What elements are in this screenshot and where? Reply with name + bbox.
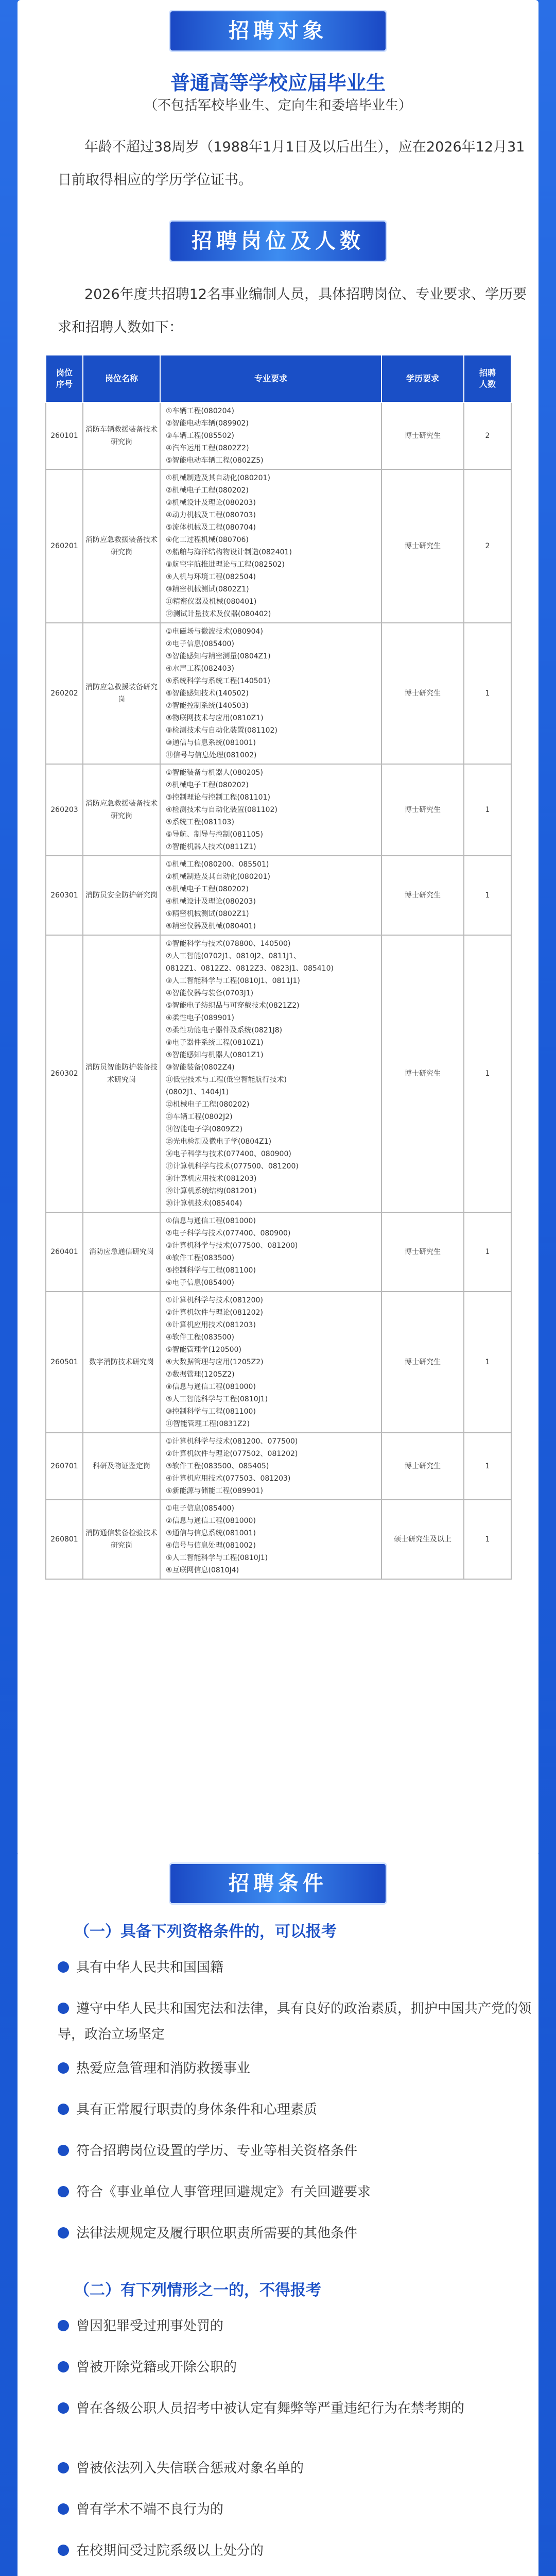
spec-item: ②电子信息(085400) bbox=[166, 640, 234, 648]
spec-cell bbox=[160, 402, 381, 469]
bullet-dot-icon bbox=[58, 2062, 69, 2074]
spec-item: ⑦数据管理(1205Z2) bbox=[166, 1370, 235, 1379]
spec-item: ⑥精密仪器及机械(080401) bbox=[166, 922, 256, 930]
spec-item: ⑤精密机械测试(0802Z1) bbox=[166, 910, 249, 918]
bullet-dot-icon bbox=[58, 2104, 69, 2115]
bullet-dot-icon bbox=[58, 1961, 69, 1973]
spec-item: ⑤智能管理学(120500) bbox=[166, 1346, 241, 1354]
position-id-cell: 260302 bbox=[46, 935, 83, 1212]
headcount-cell: 1 bbox=[464, 935, 511, 1212]
spec-item: ⑨检测技术与自动化装置(081102) bbox=[166, 726, 277, 735]
spec-item: ④软件工程(083500) bbox=[166, 1254, 234, 1262]
spec-item: ③软件工程(083500、085405) bbox=[166, 1462, 269, 1470]
position-name-cell: 消防应急救援装备技术研究岗 bbox=[83, 764, 160, 856]
spec-item: ⑦柔性功能电子器件及系统(0821J8) bbox=[166, 1026, 283, 1035]
condition-text: 曾被依法列入失信联合惩戒对象名单的 bbox=[76, 2461, 304, 2476]
spec-cell bbox=[160, 764, 381, 856]
condition-item bbox=[58, 2354, 533, 2380]
headcount-cell: 1 bbox=[464, 1212, 511, 1292]
spec-item: ①机械工程(080200、085501) bbox=[166, 860, 269, 869]
content-card-conditions bbox=[18, 1852, 538, 2576]
spec-item: ⑥导航、制导与控制(081105) bbox=[166, 831, 263, 839]
spec-item: ⑬车辆工程(0802J2) bbox=[166, 1113, 233, 1121]
condition-text: 符合招聘岗位设置的学历、专业等相关资格条件 bbox=[76, 2143, 358, 2159]
headcount-cell: 1 bbox=[464, 764, 511, 856]
spec-item: ⑧航空宇航推进理论与工程(082502) bbox=[166, 561, 285, 569]
table-row bbox=[46, 1433, 511, 1500]
spec-item: ⑩智能装备(0802Z4) bbox=[166, 1063, 235, 1072]
table-row bbox=[46, 1500, 511, 1579]
spec-item: ⑦船舶与海洋结构物设计制造(082401) bbox=[166, 548, 292, 556]
position-name-cell: 消防应急救援装备研究岗 bbox=[83, 623, 160, 764]
condition-text: 曾因犯罪受过刑事处罚的 bbox=[76, 2318, 224, 2334]
spec-item: ⑥互联网信息(0810J4) bbox=[166, 1566, 239, 1574]
header-count: 招聘 人数 bbox=[464, 355, 511, 402]
target-paragraph: 年龄不超过38周岁（1988年1月1日及以后出生），应在2026年12月31日前取得相应的学历学位证书。 bbox=[58, 139, 525, 188]
spec-item: ⑫测试计量技术及仪器(080402) bbox=[166, 610, 271, 618]
bullet-dot-icon bbox=[58, 2227, 69, 2239]
spec-item: ⑥柔性电子(089901) bbox=[166, 1014, 234, 1022]
condition-text: 法律法规规定及履行职位职责所需要的其他条件 bbox=[76, 2226, 358, 2241]
spec-item: ④机械设计及理论(080203) bbox=[166, 897, 256, 906]
bullet-dot-icon bbox=[58, 2186, 69, 2197]
target-heading: 普通高等学校应届毕业生 bbox=[170, 72, 386, 94]
bullet-dot-icon bbox=[58, 2545, 69, 2556]
condition-item bbox=[58, 2221, 533, 2246]
spec-item: ⑤新能源与储能工程(089901) bbox=[166, 1487, 263, 1495]
spec-item: ⑥化工过程机械(080706) bbox=[166, 536, 249, 544]
position-name-cell: 数字消防技术研究岗 bbox=[83, 1292, 160, 1433]
spec-item: ②信息与通信工程(081000) bbox=[166, 1517, 256, 1525]
education-cell: 博士研究生 bbox=[381, 402, 464, 469]
condition-item bbox=[58, 2179, 533, 2205]
spec-item: (0802J1、1404J1) bbox=[166, 1088, 229, 1096]
headcount-cell: 1 bbox=[464, 1292, 511, 1433]
table-row bbox=[46, 623, 511, 764]
spec-item: ⑧信息与通信工程(081000) bbox=[166, 1383, 256, 1391]
spec-item: ⑲计算机系统结构(081201) bbox=[166, 1187, 257, 1195]
spec-cell bbox=[160, 1500, 381, 1579]
condition-item bbox=[58, 2097, 533, 2123]
spec-item: ⑤智能电子纺织品与可穿戴技术(0821Z2) bbox=[166, 1002, 300, 1010]
spec-item: ⑫机械电子工程(080202) bbox=[166, 1100, 250, 1109]
headcount-cell: 1 bbox=[464, 856, 511, 935]
header-id: 岗位 序号 bbox=[46, 355, 83, 402]
spec-cell bbox=[160, 856, 381, 935]
position-id-cell: 260501 bbox=[46, 1292, 83, 1433]
spec-item: ①机械制造及其自动化(080201) bbox=[166, 474, 270, 482]
condition-item bbox=[58, 2455, 533, 2481]
headcount-cell: 1 bbox=[464, 623, 511, 764]
condition-text: 符合《事业单位人事管理回避规定》有关回避要求 bbox=[76, 2184, 371, 2200]
spec-item: ③车辆工程(085502) bbox=[166, 432, 234, 440]
bullet-dot-icon bbox=[58, 2145, 69, 2156]
spec-item: ④软件工程(083500) bbox=[166, 1333, 234, 1342]
table-row bbox=[46, 935, 511, 1212]
position-name-cell: 消防员安全防护研究岗 bbox=[83, 856, 160, 935]
table-header-row bbox=[46, 355, 511, 402]
position-name-cell: 消防员智能防护装备技术研究岗 bbox=[83, 935, 160, 1212]
spec-item: 0812Z1、0812Z2、0812Z3、0823J1、085410) bbox=[166, 964, 334, 973]
target-subheading: （不包括军校毕业生、定向生和委培毕业生） bbox=[144, 98, 412, 113]
spec-item: ③人工智能科学与工程(0810J1、0811J1) bbox=[166, 977, 300, 985]
spec-item: ⑩精密机械测试(0802Z1) bbox=[166, 585, 249, 594]
spec-item: ⑭智能电子学(0809Z2) bbox=[166, 1125, 243, 1133]
education-cell: 博士研究生 bbox=[381, 856, 464, 935]
spec-item: ③通信与信息系统(081001) bbox=[166, 1529, 256, 1537]
spec-item: ⑤流体机械及工程(080704) bbox=[166, 523, 256, 532]
spec-item: ⑩控制科学与工程(081100) bbox=[166, 1408, 256, 1416]
headcount-cell: 2 bbox=[464, 469, 511, 623]
spec-item: ④水声工程(082403) bbox=[166, 665, 234, 673]
spec-item: ④汽车运用工程(0802Z2) bbox=[166, 444, 249, 452]
conditions-sub-ineligible: （二）有下列情形之一的，不得报考 bbox=[74, 2281, 321, 2299]
conditions-sub-eligible: （一）具备下列资格条件的，可以报考 bbox=[74, 1923, 337, 1941]
headcount-cell: 1 bbox=[464, 1500, 511, 1579]
condition-text: 曾被开除党籍或开除公职的 bbox=[76, 2360, 237, 2375]
condition-item bbox=[58, 2138, 533, 2164]
spec-item: ⑤智能电动车辆工程(0802Z5) bbox=[166, 456, 264, 465]
spec-item: ③计算机科学与技术(077500、081200) bbox=[166, 1242, 298, 1250]
spec-item: ⑤系统科学与系统工程(140501) bbox=[166, 677, 270, 685]
spec-item: ⑤人工智能科学与工程(0810J1) bbox=[166, 1554, 268, 1562]
spec-item: ③智能感知与精密测量(0804Z1) bbox=[166, 652, 271, 660]
condition-text: 曾在各级公职人员招考中被认定有舞弊等严重违纪行为在禁考期的 bbox=[76, 2401, 465, 2416]
education-cell: 博士研究生 bbox=[381, 1433, 464, 1500]
spec-item: ④计算机应用技术(077503、081203) bbox=[166, 1475, 291, 1483]
spec-item: ⑥电子信息(085400) bbox=[166, 1279, 234, 1287]
table-body bbox=[46, 402, 511, 1579]
header-name: 岗位名称 bbox=[83, 355, 160, 402]
education-cell: 博士研究生 bbox=[381, 469, 464, 623]
spec-item: ②计算机软件与理论(077502、081202) bbox=[166, 1450, 298, 1458]
spec-cell bbox=[160, 935, 381, 1212]
table-row bbox=[46, 1292, 511, 1433]
header-edu: 学历要求 bbox=[381, 355, 464, 402]
education-cell: 博士研究生 bbox=[381, 764, 464, 856]
bullet-dot-icon bbox=[58, 2320, 69, 2331]
position-id-cell: 260202 bbox=[46, 623, 83, 764]
spec-item: ④动力机械及工程(080703) bbox=[166, 511, 256, 519]
position-id-cell: 260801 bbox=[46, 1500, 83, 1579]
condition-text: 遵守中华人民共和国宪法和法律，具有良好的政治素质，拥护中国共产党的领导，政治立场坚定 bbox=[58, 2001, 532, 2042]
table-row bbox=[46, 856, 511, 935]
spec-item: ⑩通信与信息系统(081001) bbox=[166, 739, 256, 747]
spec-item: ②电子科学与技术(077400、080900) bbox=[166, 1229, 291, 1238]
bullet-dot-icon bbox=[58, 2503, 69, 2515]
header-spec: 专业要求 bbox=[160, 355, 381, 402]
spec-item: ⑦智能机器人技术(0811Z1) bbox=[166, 843, 256, 851]
condition-text: 曾有学术不端不良行为的 bbox=[76, 2502, 224, 2517]
spec-item: ⑥大数据管理与应用(1205Z2) bbox=[166, 1358, 264, 1366]
headcount-cell: 2 bbox=[464, 402, 511, 469]
spec-item: ⑪精密仪器及机械(080401) bbox=[166, 598, 257, 606]
spec-item: ⑤系统工程(081103) bbox=[166, 818, 234, 826]
headcount-cell: 1 bbox=[464, 1433, 511, 1500]
position-name-cell: 科研及物证鉴定岗 bbox=[83, 1433, 160, 1500]
spec-item: ⑱计算机应用技术(081203) bbox=[166, 1175, 257, 1183]
condition-item bbox=[58, 1996, 533, 2047]
spec-item: ②机械制造及其自动化(080201) bbox=[166, 873, 270, 881]
spec-item: ⑮光电检测及微电子学(0804Z1) bbox=[166, 1138, 272, 1146]
spec-item: ③机械电子工程(080202) bbox=[166, 885, 249, 893]
spec-item: ⑳计算机技术(085404) bbox=[166, 1199, 242, 1208]
education-cell: 博士研究生 bbox=[381, 935, 464, 1212]
condition-item bbox=[58, 2497, 533, 2522]
position-id-cell: 260301 bbox=[46, 856, 83, 935]
spec-item: ⑰计算机科学与技术(077500、081200) bbox=[166, 1162, 299, 1171]
condition-item bbox=[58, 1955, 533, 1980]
position-id-cell: 260101 bbox=[46, 402, 83, 469]
spec-item: ⑤控制科学与工程(081100) bbox=[166, 1266, 256, 1275]
bullet-dot-icon bbox=[58, 2402, 69, 2414]
spec-item: ②智能电动车辆(089902) bbox=[166, 419, 249, 428]
spec-item: ⑯电子科学与技术(077400、080900) bbox=[166, 1150, 291, 1158]
condition-item bbox=[58, 2538, 533, 2564]
spec-item: ①智能装备与机器人(080205) bbox=[166, 769, 263, 777]
condition-text: 具有中华人民共和国国籍 bbox=[76, 1960, 224, 1975]
spec-item: ②机械电子工程(080202) bbox=[166, 781, 249, 789]
spec-item: ①智能科学与技术(078800、140500) bbox=[166, 940, 291, 948]
spec-cell bbox=[160, 469, 381, 623]
position-name-cell: 消防车辆救援装备技术研究岗 bbox=[83, 402, 160, 469]
spec-item: ②机械电子工程(080202) bbox=[166, 486, 249, 495]
spec-item: ⑪低空技术与工程(低空智能航行技术) bbox=[166, 1076, 287, 1084]
spec-cell bbox=[160, 1433, 381, 1500]
positions-table bbox=[45, 354, 512, 1580]
position-name-cell: 消防通信装备检验技术研究岗 bbox=[83, 1500, 160, 1579]
spec-item: ③控制理论与控制工程(081101) bbox=[166, 793, 270, 802]
spec-item: ④智能仪器与装备(0703J1) bbox=[166, 989, 254, 997]
spec-item: ⑧物联网技术与应用(0810Z1) bbox=[166, 714, 264, 722]
spec-item: ⑧电子器件系统工程(0810Z1) bbox=[166, 1039, 264, 1047]
spec-item: ⑪智能管理工程(0831Z2) bbox=[166, 1420, 250, 1428]
bullet-dot-icon bbox=[58, 2361, 69, 2372]
education-cell: 博士研究生 bbox=[381, 1212, 464, 1292]
bullet-dot-icon bbox=[58, 2003, 69, 2014]
table-row bbox=[46, 1212, 511, 1292]
condition-item bbox=[58, 2313, 533, 2339]
position-id-cell: 260201 bbox=[46, 469, 83, 623]
spec-item: ⑨智能感知与机器人(0801Z1) bbox=[166, 1051, 264, 1059]
spec-item: ①信息与通信工程(081000) bbox=[166, 1217, 256, 1225]
spec-item: ②人工智能(0702J1、0810J2、0811J1、 bbox=[166, 952, 301, 960]
condition-text: 在校期间受过院系级以上处分的 bbox=[76, 2543, 264, 2558]
spec-item: ①计算机科学与技术(081200) bbox=[166, 1296, 263, 1304]
spec-item: ⑥智能感知技术(140502) bbox=[166, 689, 249, 698]
section-title-recruit-target: 招聘对象 bbox=[170, 11, 386, 50]
spec-item: ①车辆工程(080204) bbox=[166, 407, 234, 415]
spec-cell bbox=[160, 1212, 381, 1292]
section-title-positions: 招聘岗位及人数 bbox=[170, 222, 386, 261]
section-title-conditions: 招聘条件 bbox=[170, 1864, 386, 1903]
table-row bbox=[46, 764, 511, 856]
condition-item bbox=[58, 2056, 533, 2081]
condition-item bbox=[58, 2396, 533, 2421]
spec-item: ⑨人工智能科学与工程(0810J1) bbox=[166, 1395, 268, 1403]
spec-item: ③机械设计及理论(080203) bbox=[166, 499, 256, 507]
position-name-cell: 消防应急救援装备技术研究岗 bbox=[83, 469, 160, 623]
spec-item: ⑪信号与信息处理(081002) bbox=[166, 751, 257, 759]
positions-intro: 2026年度共招聘12名事业编制人员，具体招聘岗位、专业要求、学历要求和招聘人数如下： bbox=[58, 286, 527, 335]
condition-text: 具有正常履行职责的身体条件和心理素质 bbox=[76, 2102, 318, 2117]
education-cell: 博士研究生 bbox=[381, 623, 464, 764]
spec-item: ②计算机软件与理论(081202) bbox=[166, 1309, 263, 1317]
spec-item: ⑨人机与环境工程(082504) bbox=[166, 573, 256, 581]
position-id-cell: 260701 bbox=[46, 1433, 83, 1500]
condition-text: 热爱应急管理和消防救援事业 bbox=[76, 2061, 251, 2076]
table-row bbox=[46, 402, 511, 469]
spec-item: ⑦智能控制系统(140503) bbox=[166, 702, 249, 710]
spec-item: ①计算机科学与技术(081200、077500) bbox=[166, 1437, 298, 1446]
spec-cell bbox=[160, 1292, 381, 1433]
education-cell: 博士研究生 bbox=[381, 1292, 464, 1433]
position-id-cell: 260401 bbox=[46, 1212, 83, 1292]
spec-cell bbox=[160, 623, 381, 764]
bullet-dot-icon bbox=[58, 2462, 69, 2473]
position-name-cell: 消防应急通信研究岗 bbox=[83, 1212, 160, 1292]
spec-item: ④信号与信息处理(081002) bbox=[166, 1541, 256, 1550]
spec-item: ④检测技术与自动化装置(081102) bbox=[166, 806, 277, 814]
spec-item: ①电磁场与微波技术(080904) bbox=[166, 628, 263, 636]
education-cell: 硕士研究生及以上 bbox=[381, 1500, 464, 1579]
position-id-cell: 260203 bbox=[46, 764, 83, 856]
table-row bbox=[46, 469, 511, 623]
spec-item: ③计算机应用技术(081203) bbox=[166, 1321, 256, 1329]
spec-item: ①电子信息(085400) bbox=[166, 1504, 234, 1513]
